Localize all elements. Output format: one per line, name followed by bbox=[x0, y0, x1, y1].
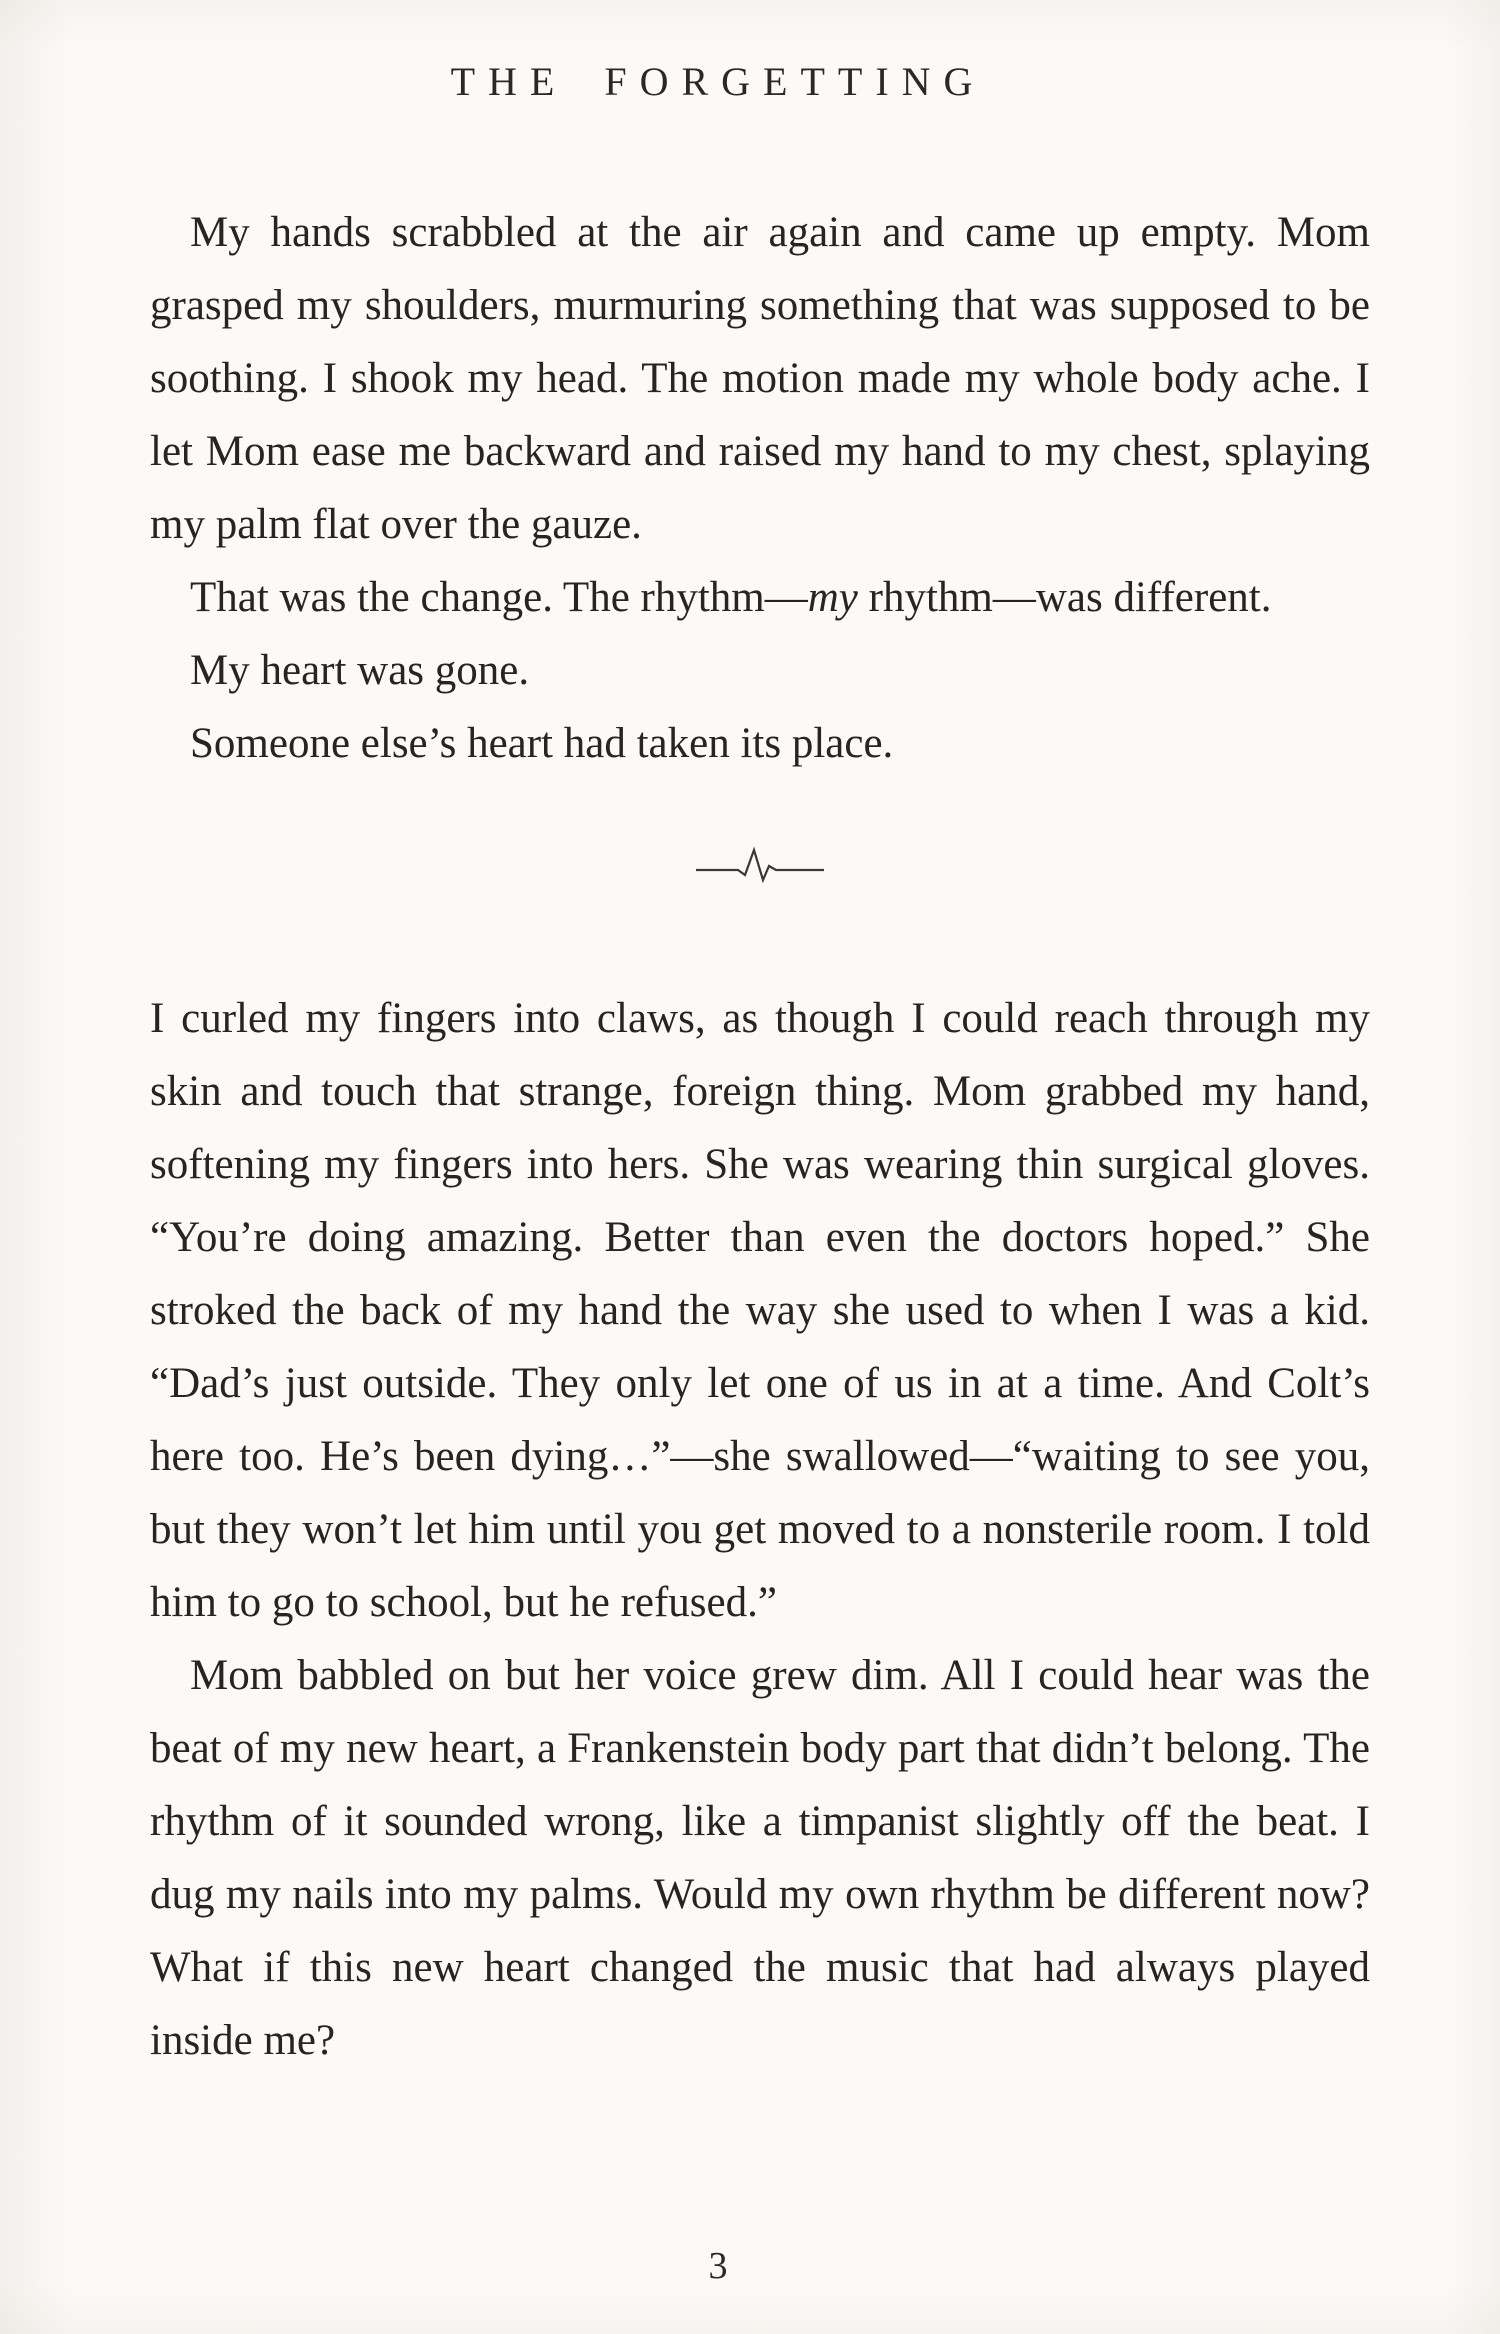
paragraph bbox=[150, 561, 1370, 634]
section-2 bbox=[150, 982, 1370, 2077]
paragraph: My hands scrabbled at the air again and came up empty. Mom grasped my shoulders, murmuring something that was supposed to be soothing. I shook my head. The motion made my whole body ache. I let Mom ease me backward and raised my hand to my chest, splaying my palm flat over the gauze. bbox=[150, 209, 1370, 548]
paragraph: I curled my fingers into claws, as though I could reach through my skin and touch that strange, foreign thing. Mom grabbed my hand, softening my fingers into hers. She was wearing thin surgical gloves. “You’re doing amazing. Better than even the doctors hoped.” She stroked the back of my hand the way she used to when I was a kid. “Dad’s just outside. They only let one of us in at a time. And Colt’s here too. He’s been dying…”—she swallowed—“waiting to see you, but they won’t let him until you get moved to a nonsterile room. I told him to go to school, but he refused.” bbox=[150, 995, 1370, 1626]
paragraph: Someone else’s heart had taken its place. bbox=[190, 720, 894, 767]
text-run: rhythm—was different. bbox=[857, 574, 1272, 621]
heartbeat-ornament bbox=[694, 842, 826, 890]
section-1 bbox=[150, 196, 1370, 780]
page-number: 3 bbox=[708, 2245, 728, 2287]
text-run: That was the change. The rhythm— bbox=[190, 574, 808, 621]
running-head: THE FORGETTING bbox=[450, 59, 986, 104]
paragraph: My heart was gone. bbox=[190, 647, 530, 694]
scene-break bbox=[150, 842, 1370, 890]
paragraph: Mom babbled on but her voice grew dim. All I could hear was the beat of my new heart, a Frankenstein body part that didn’t belong. The rhythm of it sounded wrong, like a timpanist slightly off the beat. I dug my nails into my palms. Would my own rhythm be different now? What if this new heart changed the music that had always played inside me? bbox=[150, 1652, 1370, 2064]
text-block bbox=[150, 196, 1370, 2077]
text-run-italic: my bbox=[807, 574, 858, 621]
